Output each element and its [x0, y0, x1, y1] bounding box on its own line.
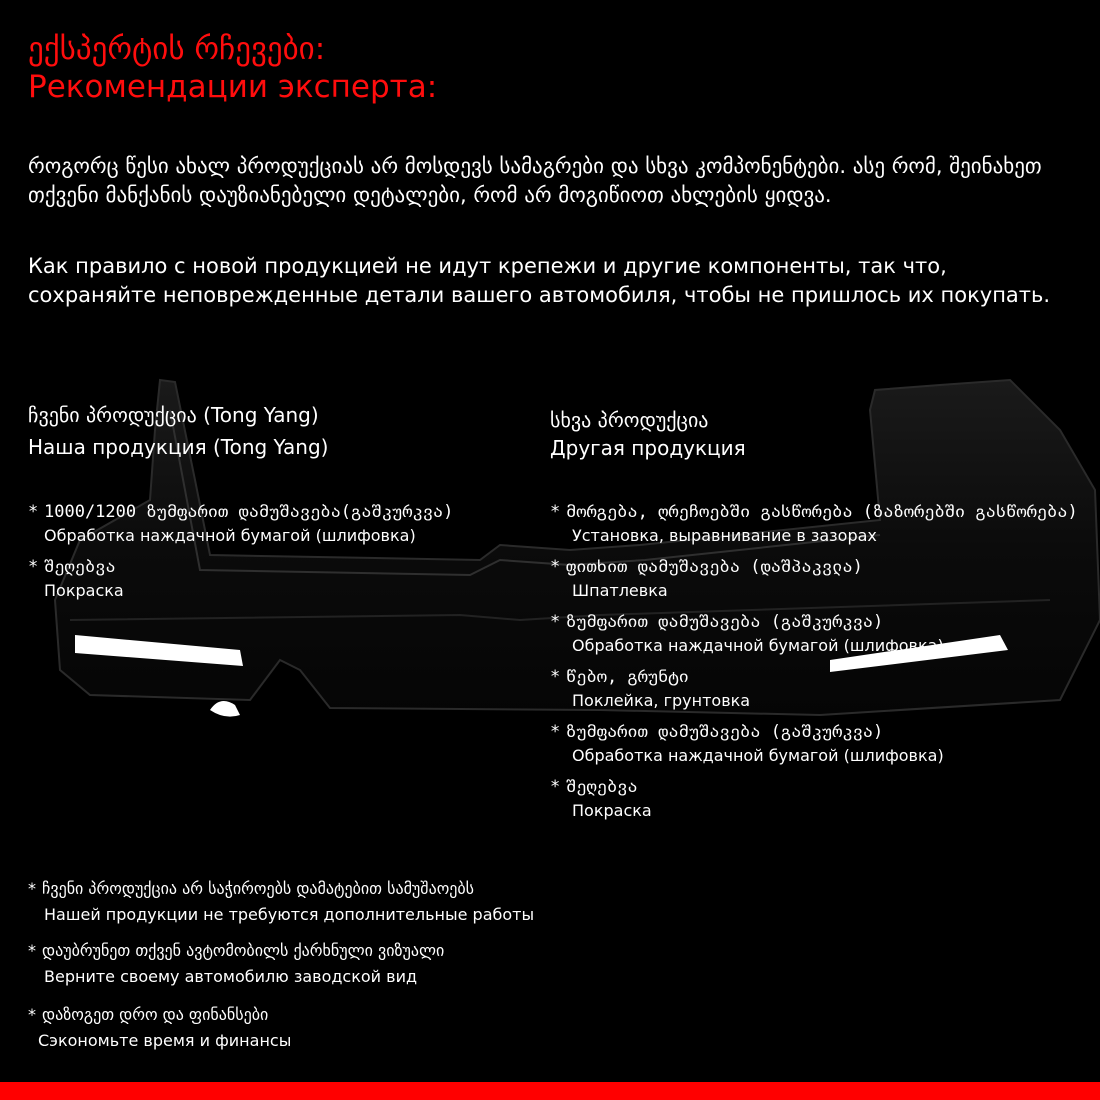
other-item: [550, 555, 863, 603]
bullet-star: *: [550, 777, 561, 797]
intro-ru: Как правило с новой продукцией не идут крепежи и другие компоненты, так что, сохраняйте неповрежденные детали вашего автомобиля, чтобы не пришлось их покупать.: [28, 254, 1051, 307]
ours-item-ka: 1000/1200 ზუმფარით დამუშავება(გაშკურკვა): [44, 502, 454, 522]
other-item: [550, 775, 652, 823]
benefit-ka: დაზოგეთ დრო და ფინანსები: [42, 1005, 269, 1024]
benefit-item: [28, 876, 534, 928]
other-item: [550, 610, 944, 658]
ours-item: [28, 500, 453, 548]
bullet-star: *: [550, 612, 561, 632]
benefit-ru: Сэкономьте время и финансы: [38, 1031, 292, 1050]
benefit-item: [28, 1002, 291, 1054]
ours-item: [28, 555, 124, 603]
other-item-ka: ზუმფარით დამუშავება (გაშკურკვა): [566, 722, 884, 742]
benefit-ru: Верните своему автомобилю заводской вид: [44, 967, 418, 986]
ours-header-ru: Наша продукция (Tong Yang): [28, 435, 329, 459]
ours-item-ru: Обработка наждачной бумагой (шлифовка): [44, 526, 416, 545]
title-ru: Рекомендации эксперта:: [28, 69, 438, 105]
intro-ka: როგორც წესი ახალ პროდუქციას არ მოსდევს სამაგრები და სხვა კომპონენტები. ასე რომ, შეინახეთ თქვენი მანქანის დაუზიანებელი დეტალები, რომ არ მოგიწიოთ ახლების ყიდვა.: [28, 154, 1042, 207]
bullet-star: *: [550, 557, 561, 577]
bullet-star: *: [550, 502, 561, 522]
bullet-star: *: [28, 502, 39, 522]
benefit-ka: დაუბრუნეთ თქვენ ავტომობილს ქარხნული ვიზუალი: [42, 941, 445, 960]
other-item-ru: Обработка наждачной бумагой (шлифовка): [572, 636, 944, 655]
bullet-star: *: [550, 722, 561, 742]
bullet-star: *: [28, 557, 39, 577]
other-header-ka: სხვა პროდუქცია: [550, 408, 709, 432]
other-item-ka: წებო, გრუნტი: [566, 667, 689, 687]
other-item-ka: ფითხით დამუშავება (დაშპაკვლა): [566, 557, 863, 577]
other-item-ru: Шпатлевка: [572, 581, 668, 600]
ours-header-ka: ჩვენი პროდუქცია (Tong Yang): [28, 403, 319, 427]
other-item-ru: Обработка наждачной бумагой (шлифовка): [572, 746, 944, 765]
other-item-ru: Поклейка, грунтовка: [572, 691, 751, 710]
bullet-star: *: [28, 1005, 36, 1024]
benefit-ru: Нашей продукции не требуются дополнительные работы: [44, 905, 535, 924]
other-item-ka: შეღებვა: [566, 777, 638, 797]
bottom-accent-bar: [0, 1082, 1100, 1100]
other-item: [550, 500, 1078, 548]
bullet-star: *: [550, 667, 561, 687]
ours-item-ru: Покраска: [44, 581, 124, 600]
ours-item-ka: შეღებვა: [44, 557, 116, 577]
other-header-ru: Другая продукция: [550, 436, 746, 460]
other-item-ru: Установка, выравнивание в зазорах: [572, 526, 877, 545]
bullet-star: *: [28, 941, 36, 960]
bullet-star: *: [28, 879, 36, 898]
other-item-ru: Покраска: [572, 801, 652, 820]
title-ka: ექსპერტის რჩევები:: [28, 31, 326, 67]
other-item-ka: ზუმფარით დამუშავება (გაშკურკვა): [566, 612, 884, 632]
other-item: [550, 720, 944, 768]
other-item: [550, 665, 750, 713]
benefit-ka: ჩვენი პროდუქცია არ საჭიროებს დამატებით სამუშაოებს: [42, 879, 475, 898]
benefit-item: [28, 938, 444, 990]
other-item-ka: მორგება, ღრეჩოებში გასწორება (ზაზორებში გასწორება): [566, 502, 1078, 522]
